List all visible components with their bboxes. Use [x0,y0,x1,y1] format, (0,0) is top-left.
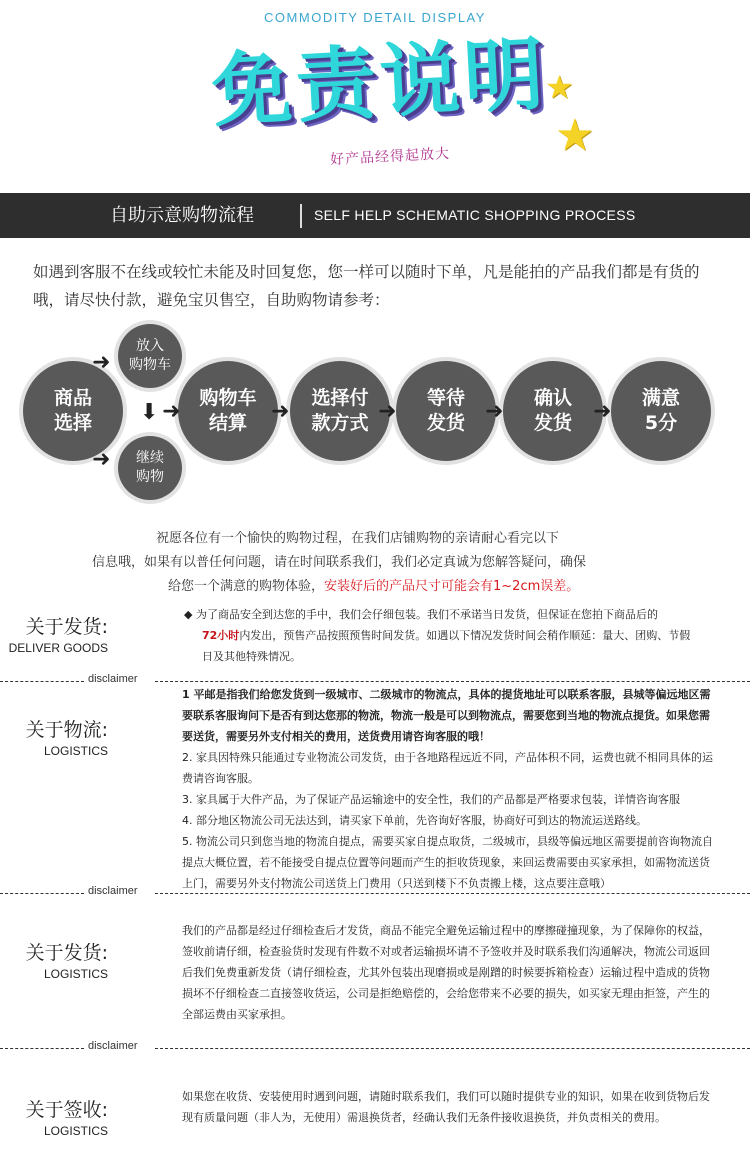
note-line: 祝愿各位有一个愉快的购物过程，在我们店铺购物的亲请耐心看完以下 [156,531,560,546]
flow-step-payment [290,361,390,461]
shopping-note [0,527,750,599]
header [0,0,750,190]
flow-step-label: 购物车 结算 [199,387,257,434]
page-title: 免责说明 [209,27,551,138]
note-line: 信息哦，如果有以普任何问题，请在时间联系我们，我们必定真诚为您解答疑问，确保 [92,555,587,570]
bullet-icon: ◆ [184,608,193,621]
arrow-right-icon: ➜ [378,399,397,424]
arrow-right-icon: ➜ [271,399,290,424]
section-title-cn: 关于物流: [25,719,108,741]
arrow-down-icon: ⬇ [140,400,159,425]
header-slogan: 好产品经得起放大 [329,145,451,169]
section-body-logistics [182,684,717,894]
section-title-cn: 关于签收: [25,1099,108,1121]
section-title-en: DELIVER GOODS [8,641,108,655]
logistics-item: 5. 物流公司只到您当地的物流自提点，需要买家自提点取货，二级城市，县级等偏远地区需要提前咨询物流自提点大概位置，若不能接受自提点位置等问题而产生的拒收货现象，来回运费需要由买家承担，如需物流送货上门，需要另外支付物流公司送货上门费用（只送到楼下不负责搬上楼，这点要注意哦） [182,835,713,890]
flow-step-checkout [178,361,278,461]
flow-step-continue [118,436,182,500]
section-banner [0,193,750,238]
section-body-signing: 如果您在收货、安装使用时遇到问题，请随时联系我们，我们可以随时提供专业的知识，如果在收到货物后发现有质量问题（非人为，无使用）需退换货者，经确认我们无条件接收退换货，并负责相关的费用。 [182,1090,710,1124]
banner-divider [300,204,302,228]
body-line: 为了商品安全到达您的手中，我们会仔细包装。我们不承诺当日发货，但保证在您拍下商品后的 [195,608,658,621]
flow-step-rate [611,361,711,461]
divider-label: disclaimer [88,673,138,685]
section-title-cn: 关于发货: [25,942,108,964]
section-title-receiving [0,938,108,981]
highlight-72h: 72小时 [202,629,240,642]
flow-step-label: 确认 发货 [533,387,572,434]
logistics-item: 1 平邮是指我们给您发货到一级城市、二级城市的物流点，具体的提货地址可以联系客服，县城等偏远地区需要联系客服询问下是否有到达您那的物流，物流一般是可以到物流点，需要您到当地的物流点提货。如果您需要送货，需要另外支付相关的费用，送货费用请咨询客服的哦！ [182,688,711,743]
section-title-en: LOGISTICS [43,967,108,981]
logistics-item: 2. 家具因特殊只能通过专业物流公司发货，由于各地路程远近不同，产品体积不同，运费也就不相同具体的运费请咨询客服。 [182,751,713,785]
logistics-item: 4. 部分地区物流公司无法达到，请买家下单前，先咨询好客服，协商好可到达的物流运送路线。 [182,814,647,827]
arrow-right-icon: ➜ [593,399,612,424]
section-title-en: LOGISTICS [43,1124,108,1138]
logistics-item: 3. 家具属于大件产品，为了保证产品运输途中的安全性，我们的产品都是严格要求包装，详情咨询客服 [182,793,680,806]
section-title-cn: 关于发货: [25,616,108,638]
body-line: 内发出，预售产品按照预售时间发货。如遇以下情况发货时间会稍作顺延：量大、团购、节假 [239,629,691,642]
disclaimer-divider [0,885,750,899]
note-line: 给您一个满意的购物体验， [168,579,325,594]
flow-step-label: 继续 购物 [136,450,164,485]
header-eyebrow: COMMODITY DETAIL DISPLAY [264,10,486,25]
section-body-shipping [184,604,724,667]
arrow-right-icon: ➜ [485,399,504,424]
star-icon: ★ [545,68,574,106]
banner-title-en: SELF HELP SCHEMATIC SHOPPING PROCESS [314,207,636,223]
intro-text: 如遇到客服不在线或较忙未能及时回复您，您一样可以随时下单，凡是能拍的产品我们都是有货的哦，请尽快付款，避免宝贝售空，自助购物请参考： [33,263,700,309]
flow-step-add-cart [118,324,182,388]
flow-step-label: 满意 5分 [641,387,680,434]
divider-label: disclaimer [88,1040,138,1052]
flow-step-product [23,361,123,461]
section-title-shipping [0,612,108,655]
flow-step-label: 选择付 款方式 [311,387,369,434]
banner-title-cn: 自助示意购物流程 [110,205,254,226]
section-body-receiving: 我们的产品都是经过仔细检查后才发货，商品不能完全避免运输过程中的摩擦碰撞现象，为了保障你的权益，签收前请仔细，检查验货时发现有件数不对或者运输损坏请不予签收并及时联系我们沟通解决，物流公司返回后我们免费重新发货（请仔细检查，尤其外包装出现磨损或是剐蹭的时候要拆箱检查）运输过程中造成的货物损坏不仔细检查二直接签收货运，公司是拒绝赔偿的，会给您带来不必要的损失，如买家无理由拒签，产生的全部运费由买家承担。 [182,924,710,1021]
flow-step-confirm [503,361,603,461]
arrow-right-icon: ➜ [92,350,111,375]
section-title-logistics [0,715,108,758]
body-line: 日及其他特殊情况。 [202,650,301,663]
star-icon: ★ [555,110,595,161]
flow-step-label: 等待 发货 [426,387,465,434]
flow-step-wait [396,361,496,461]
section-title-en: LOGISTICS [43,744,108,758]
note-warning: 安装好后的产品尺寸可能会有1~2cm误差。 [324,579,580,594]
arrow-right-icon: ➜ [162,399,181,424]
divider-label: disclaimer [88,885,138,897]
arrow-right-icon: ➜ [92,447,111,472]
disclaimer-divider [0,1040,750,1054]
flow-step-label: 放入 购物车 [129,338,171,373]
flow-step-label: 商品 选择 [53,387,92,434]
section-title-signing [0,1095,108,1138]
